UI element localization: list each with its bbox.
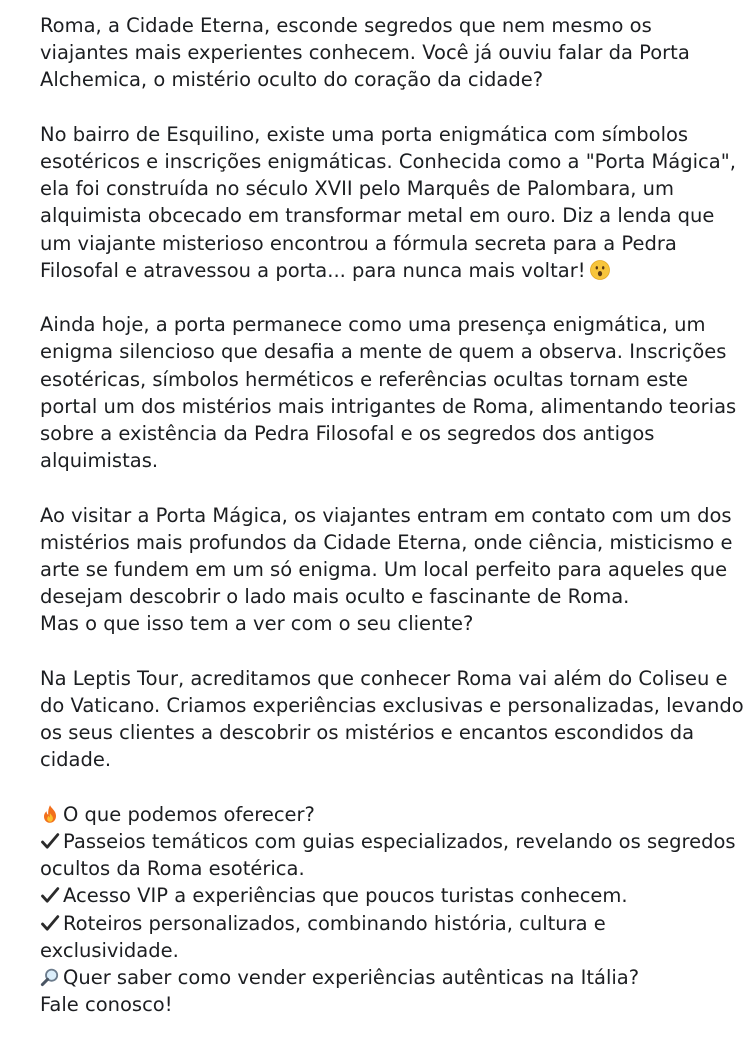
text-line: Mas o que isso tem a ver com o seu cliente?: [40, 612, 474, 636]
offer-item-text: Roteiros personalizados, combinando história, cultura e: [63, 911, 606, 935]
text-line: Ainda hoje, a porta permanece como uma presença enigmática, um: [40, 313, 706, 337]
check-mark-icon: [40, 831, 60, 851]
text-line: alquimistas.: [40, 449, 159, 473]
offer-item-continued: exclusividade.: [40, 938, 179, 962]
text-line: portal um dos mistérios mais intrigantes de Roma, alimentando teorias: [40, 394, 737, 418]
text-line: os seus clientes a descobrir os mistérios e encantos escondidos da: [40, 721, 695, 745]
paragraph-leptis-tour: [40, 665, 744, 774]
text-line: Ao visitar a Porta Mágica, os viajantes entram em contato com um dos: [40, 503, 732, 527]
offer-heading-text: O que podemos oferecer?: [63, 802, 315, 826]
text-line: enigma silencioso que desafia a mente de quem a observa. Inscrições: [40, 340, 727, 364]
fire-icon: [40, 804, 60, 824]
check-mark-icon: [40, 885, 60, 905]
paragraph-mystery: [40, 311, 737, 474]
text-line: sobre a existência da Pedra Filosofal e os segredos dos antigos: [40, 422, 655, 446]
paragraph-intro: [40, 12, 720, 94]
paragraph-visit: [40, 502, 733, 638]
question-text: Quer saber como vender experiências autênticas na Itália?: [63, 966, 640, 990]
text-line: desejam descobrir o lado mais oculto e fascinante de Roma.: [40, 585, 630, 609]
text-line: um viajante misterioso encontrou a fórmula secreta para a Pedra: [40, 231, 677, 255]
text-line: No bairro de Esquilino, existe uma porta enigmática com símbolos: [40, 122, 689, 146]
text-line: alquimista obcecado em transformar metal em ouro. Diz a lenda que: [40, 204, 715, 228]
text-line-with-emoji: [40, 257, 720, 284]
offer-item-text: Acesso VIP a experiências que poucos turistas conhecem.: [63, 884, 628, 908]
call-to-action: Fale conosco!: [40, 993, 173, 1017]
text-line: cidade.: [40, 748, 112, 772]
offer-heading: [40, 801, 720, 828]
magnifying-glass-icon: [40, 967, 60, 987]
text-line: ela foi construída no século XVII pelo Marquês de Palombara, um: [40, 177, 675, 201]
text-line: Roma, a Cidade Eterna, esconde segredos que nem mesmo os: [40, 14, 652, 37]
offer-item-text: Passeios temáticos com guias especializados, revelando os segredos: [63, 830, 736, 854]
text-line: do Vaticano. Criamos experiências exclusivas e personalizadas, levando: [40, 694, 744, 718]
offer-item: [40, 828, 736, 855]
offer-item: [40, 910, 720, 937]
text-line: Alchemica, o mistério oculto do coração da cidade?: [40, 68, 544, 92]
text-fragment: Filosofal e atravessou a porta... para nunca mais voltar!: [40, 258, 586, 282]
text-line: esotéricos e inscrições enigmáticas. Conhecida como a "Porta Mágica",: [40, 150, 736, 173]
text-line: arte se fundem em um só enigma. Um local perfeito para aqueles que: [40, 558, 728, 582]
offer-item-continued: ocultos da Roma esotérica.: [40, 857, 305, 881]
offer-item: [40, 882, 720, 909]
question-line: [40, 964, 720, 991]
offer-list: [40, 801, 736, 1019]
text-line: viajantes mais experientes conhecem. Você já ouviu falar da Porta: [40, 41, 690, 65]
text-line: mistérios mais profundos da Cidade Eterna, onde ciência, misticismo e: [40, 530, 733, 554]
paragraph-legend: [40, 121, 736, 284]
text-line: esotéricas, símbolos herméticos e referências ocultas tornam este: [40, 367, 689, 391]
text-line: Na Leptis Tour, acreditamos que conhecer Roma vai além do Coliseu e: [40, 666, 728, 690]
post-text: [40, 12, 744, 1018]
check-mark-icon: [40, 913, 60, 933]
surprised-face-icon: [590, 260, 610, 280]
